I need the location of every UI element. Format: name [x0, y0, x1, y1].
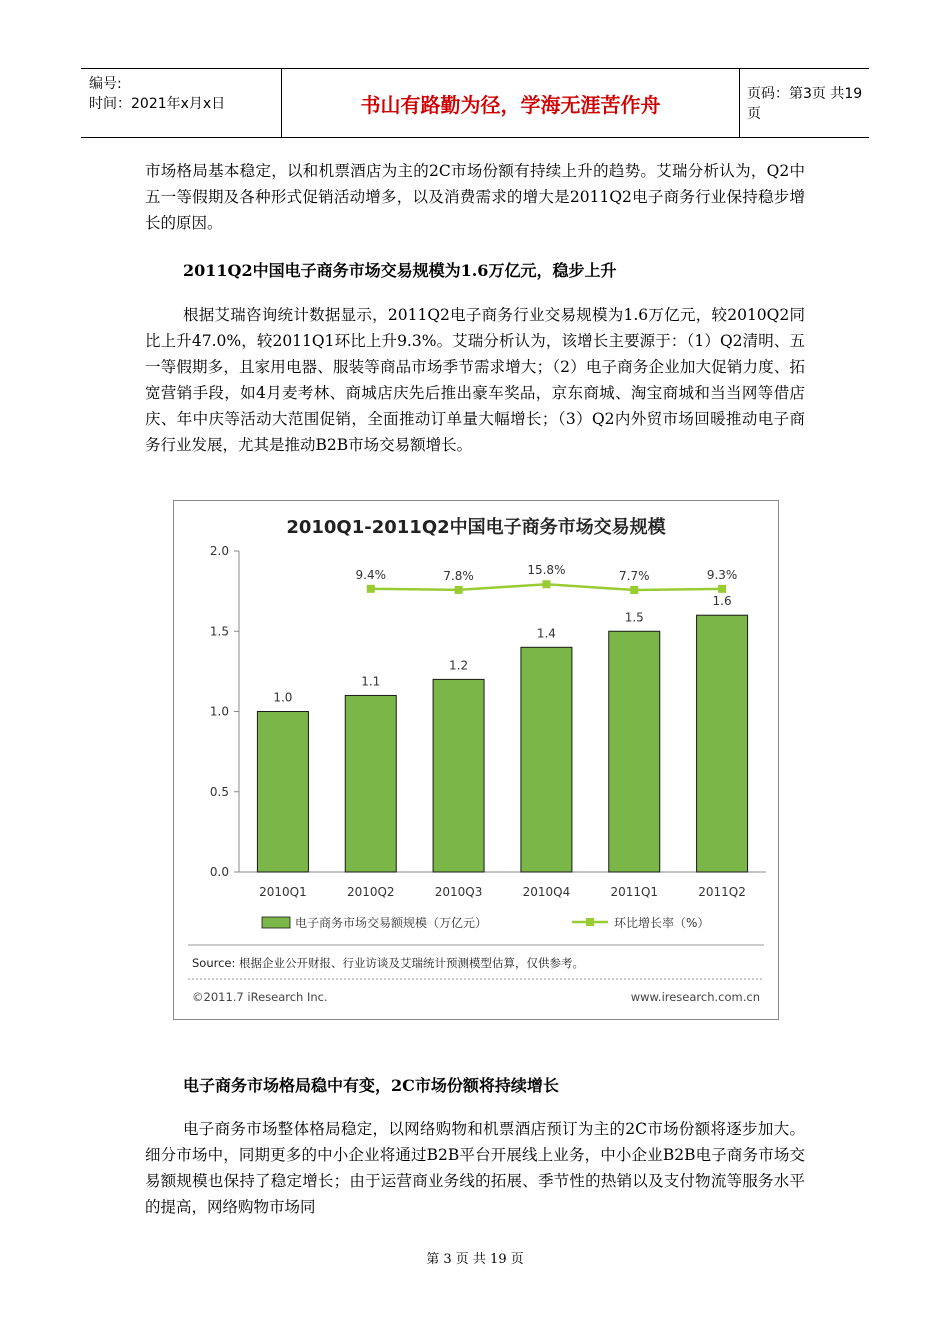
- bar: [257, 712, 308, 873]
- y-tick-label: 2.0: [209, 544, 229, 558]
- growth-rate-label: 15.8%: [527, 563, 566, 578]
- growth-rate-point: [718, 585, 726, 593]
- x-tick-label: 2010Q2: [346, 885, 395, 899]
- chart-svg: [174, 501, 778, 1019]
- header-info-cell: [81, 69, 281, 137]
- document-header: [81, 68, 869, 138]
- paragraph-2-text: 根据艾瑞咨询统计数据显示，2011Q2电子商务行业交易规模为1.6万亿元，较2010Q2同比上升47.0%，较2011Q1环比上升9.3%。艾瑞分析认为，该增长主要源于：（1）Q2清明、五一等假期多，且家用电器、服装等商品市场季节需求增大；（2）电子商务企业加大促销力度、拓宽营销手段，如4月麦考林、商城店庆先后推出豪车奖品，京东商城、淘宝商城和当当网等借店庆、年中庆等活动大范围促销，全面推动订单量大幅增长；（3）Q2内外贸市场回暖推动电子商务行业发展，尤其是推动B2B市场交易额增长。: [145, 306, 805, 454]
- x-tick-label: 2010Q4: [522, 885, 571, 899]
- bar-value-label: 1.6: [712, 594, 732, 609]
- chart-figure: [173, 500, 779, 1020]
- y-tick-label: 1.0: [209, 704, 229, 719]
- legend-bar-label: 电子商务市场交易额规模（万亿元）: [295, 916, 488, 930]
- x-tick-label: 2011Q2: [698, 885, 746, 899]
- bar: [521, 647, 572, 872]
- motto-text: 书山有路勤为径，学海无涯苦作舟: [360, 92, 661, 117]
- growth-rate-point: [630, 586, 638, 594]
- growth-rate-point: [542, 580, 550, 588]
- growth-rate-label: 9.3%: [706, 567, 738, 582]
- bar-value-label: 1.5: [624, 610, 644, 625]
- header-page-cell: [739, 69, 869, 137]
- legend-line-marker: [586, 918, 594, 926]
- bar-value-label: 1.2: [449, 658, 469, 673]
- paragraph-3: [145, 1116, 805, 1220]
- bar: [345, 695, 396, 872]
- growth-rate-label: 7.8%: [443, 568, 474, 583]
- y-tick-label: 0.0: [209, 865, 229, 879]
- bar: [697, 615, 748, 872]
- bar-value-label: 1.1: [361, 674, 381, 689]
- chart-website: www.iresearch.com.cn: [630, 990, 760, 1004]
- section-heading-2: 电子商务市场格局稳中有变，2C市场份额将持续增长: [183, 1076, 559, 1095]
- x-tick-label: 2010Q1: [259, 885, 307, 899]
- chart-source: Source: 根据企业公开财报、行业访谈及艾瑞统计预测模型估算，仅供参考。: [192, 956, 585, 970]
- x-tick-label: 2011Q1: [610, 885, 659, 899]
- section-heading-1: 2011Q2中国电子商务市场交易规模为1.6万亿元，稳步上升: [183, 261, 617, 280]
- date-label: 时间：2021年x月x日: [89, 96, 226, 112]
- growth-rate-point: [455, 586, 463, 594]
- y-tick-label: 0.5: [209, 784, 229, 799]
- growth-rate-point: [367, 585, 375, 593]
- paragraph-1-text: 市场格局基本稳定，以和机票酒店为主的2C市场份额有持续上升的趋势。艾瑞分析认为，Q2中五一等假期及各种形式促销活动增多，以及消费需求的增大是2011Q2电子商务行业保持稳步增长的原因。: [145, 162, 805, 232]
- y-tick-label: 1.5: [209, 624, 229, 639]
- legend-bar-swatch: [262, 917, 290, 928]
- paragraph-2: [145, 302, 805, 458]
- page-footer: 第 3 页 共 19 页: [426, 1252, 524, 1267]
- chart-title: 2010Q1-2011Q2中国电子商务市场交易规模: [286, 517, 666, 538]
- growth-rate-label: 7.7%: [619, 569, 650, 583]
- header-motto-cell: [281, 69, 740, 137]
- paragraph-3-text: 电子商务市场整体格局稳定，以网络购物和机票酒店预订为主的2C市场份额将逐步加大。细分市场中，同期更多的中小企业将通过B2B平台开展线上业务，中小企业B2B电子商务市场交易额规模也保持了稳定增长；由于运营商业务线的拓展、季节性的热销以及支付物流等服务水平的提高，网络购物市场同: [145, 1120, 805, 1216]
- bar-value-label: 1.0: [273, 690, 293, 705]
- chart-copyright: ©2011.7 iResearch Inc.: [192, 990, 328, 1004]
- bar-value-label: 1.4: [536, 626, 556, 641]
- bar: [433, 679, 484, 872]
- paragraph-1: [145, 158, 805, 236]
- number-label: 编号:: [89, 76, 122, 92]
- bar: [609, 631, 660, 872]
- x-tick-label: 2010Q3: [434, 885, 483, 899]
- page-label: 页码：第3页 共19页: [747, 86, 863, 122]
- legend-line-label: 环比增长率（%）: [614, 916, 710, 930]
- growth-rate-label: 9.4%: [355, 567, 386, 582]
